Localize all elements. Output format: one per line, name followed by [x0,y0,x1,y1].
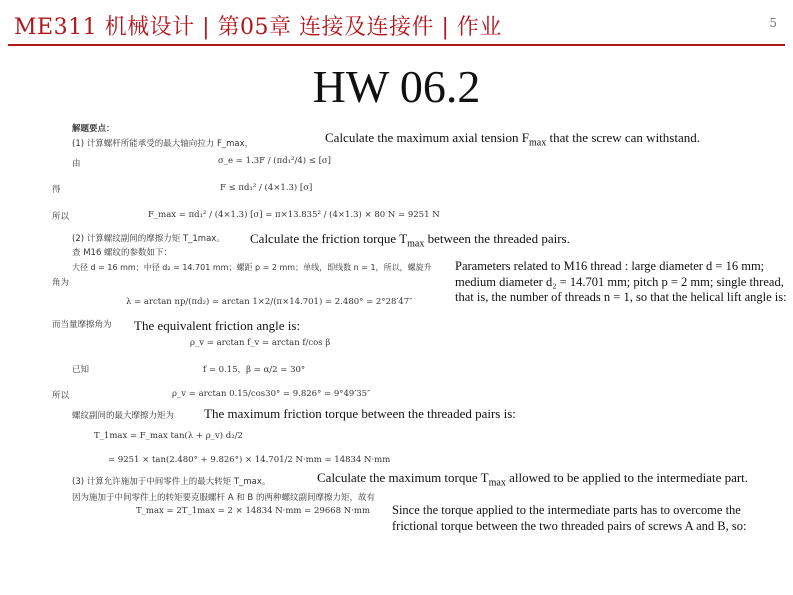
scan-step1: (1) 计算螺杆所能承受的最大轴向拉力 F_max， [72,139,254,149]
note-equivalent-friction-angle: The equivalent friction angle is: [134,318,301,333]
scan-suoyi-2: 所以 [52,391,70,401]
scan-eq-rho: ρ_v = arctan f_v = arctan f/cos β [190,338,331,348]
slide-header-title: ME311 机械设计 | 第05章 连接及连接件 | 作业 [14,15,502,40]
scan-torque-label: 螺纹副间的最大摩擦力矩为 [72,411,175,421]
scan-eq-torque-1: T_1max = F_max tan(λ + ρ_v) d₂/2 [94,431,243,441]
scan-eq-known: f = 0.15，β = α/2 = 30° [203,365,306,375]
scan-eq-fmax: F_max = πd₁² / (4×1.3) [σ] = π×13.835² / (4×1.3) × 80 N = 9251 N [148,210,440,220]
scan-suoyi-1: 所以 [52,212,70,222]
note-m16-parameters: Parameters related to M16 thread : large diameter d = 16 mm; medium diameter d₂ = 14.701 mm; pitch p = 2 mm; single thread, that is, the number of threads n = 1, so that the helical lift angle is: [455,259,787,304]
scan-step3: (3) 计算允许施加于中间零件上的最大转矩 T_max。 [72,477,271,487]
scan-eq-tmax: T_max = 2T_1max = 2 × 14834 N·mm = 29668 N·mm [136,506,371,516]
scan-params-line1: 大径 d = 16 mm；中径 d₂ = 14.701 mm；螺距 p = 2 mm；单线，即线数 n = 1，所以，螺旋升 [72,263,432,272]
note-friction-torque: Calculate the friction torque $T_{max}$ between the threaded pairs. [250,231,570,250]
scan-equiv-label: 而当量摩擦角为 [52,320,112,330]
scan-step3b: 因为施加于中间零件上的转矩要克服螺杆 A 和 B 的两种螺纹副间摩擦力矩，故有 [72,493,375,503]
scan-eq-rho-value: ρ_v = arctan 0.15/cos30° = 9.826° = 9°49′35″ [172,389,371,399]
scan-eq-force: F ≤ πd₁² / (4×1.3) [σ] [220,183,313,193]
note-max-friction-torque: The maximum friction torque between the threaded pairs is: [204,406,516,421]
scan-known: 已知 [72,365,90,375]
note-overcome-frictional-torque: Since the torque applied to the intermediate parts has to overcome the frictional torque between the two threaded pairs of screws A and B, so: [392,503,747,533]
scan-params-line2: 角为 [52,278,70,288]
header-divider [8,44,785,46]
slide-title: HW 06.2 [312,61,481,112]
scan-step2: (2) 计算螺纹副间的摩擦力矩 T_1max。 [72,234,225,244]
page-number: 5 [769,16,777,30]
scan-eq-lambda: λ = arctan np/(πd₂) = arctan 1×2/(π×14.701) = 2.480° = 2°28′47″ [126,297,413,307]
scan-you: 由 [72,159,81,169]
note-max-torque-intermediate: Calculate the maximum torque $T_{max}$ allowed to be applied to the intermediate part. [317,470,749,489]
scan-eq-torque-2: = 9251 × tan(2.480° + 9.826°) × 14.701/2 N·mm = 14834 N·mm [108,455,391,465]
scan-de: 得 [52,185,61,195]
scan-heading: 解题要点： [72,124,115,134]
scan-eq-stress: σ_e = 1.3F / (πd₁²/4) ≤ [σ] [218,156,331,166]
scan-m16: 查 M16 螺纹的参数如下： [72,248,173,258]
note-max-axial-tension: Calculate the maximum axial tension $F_{max}$ that the screw can withstand. [325,130,700,149]
